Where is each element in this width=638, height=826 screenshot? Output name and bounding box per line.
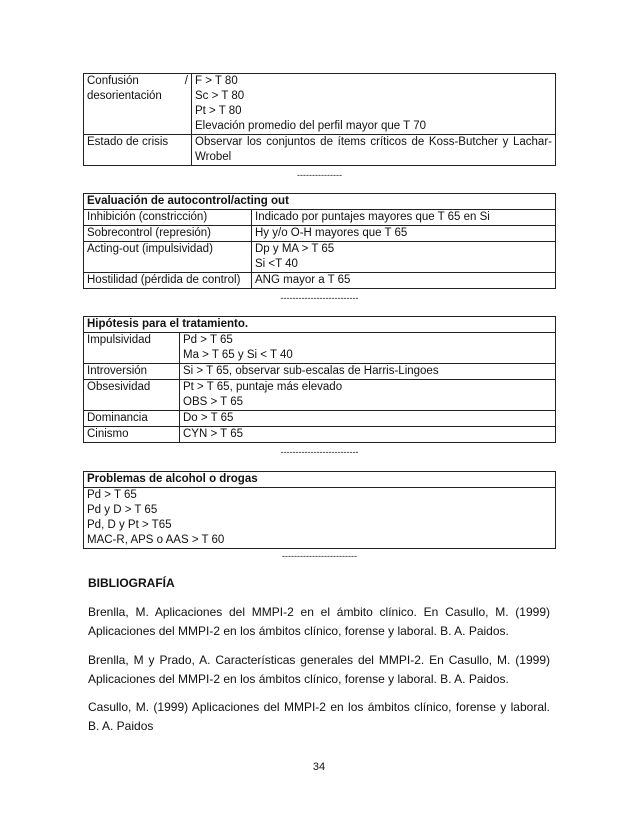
row-label: Estado de crisis (84, 135, 192, 166)
value-line: Si > T 65, observar sub-escalas de Harris-Lingoes (183, 365, 439, 377)
value-line: ANG mayor a T 65 (255, 274, 351, 286)
row-label: Obsesividad (84, 380, 180, 411)
value-line: Indicado por puntajes mayores que T 65 en Si (255, 211, 490, 223)
row-value (180, 427, 556, 443)
value-line: F > T 80 (195, 75, 238, 87)
table-tratamiento (83, 316, 556, 443)
table-title-row (84, 194, 556, 210)
row-label: Cinismo (84, 427, 180, 443)
table-crisis (83, 73, 556, 166)
row-value (192, 74, 556, 135)
row-value: Observar los conjuntos de ítems críticos de Koss-Butcher y Lachar-Wrobel (192, 135, 556, 166)
table-row (84, 380, 556, 411)
value-line: Hy y/o O-H mayores que T 65 (255, 227, 408, 239)
table-row (84, 488, 556, 549)
page-number: 34 (312, 761, 326, 773)
row-value (180, 411, 556, 427)
table-row (84, 273, 556, 289)
row-label: Dominancia (84, 411, 180, 427)
separator: -------------------------- (280, 293, 359, 303)
table-title-row (84, 317, 556, 333)
table-row (84, 364, 556, 380)
row-value (180, 364, 556, 380)
bibliography-entry: Brenlla, M. Aplicaciones del MMPI-2 en el ámbito clínico. En Casullo, M. (1999) Aplicaciones del MMPI-2 en los ámbitos clínico, forense y laboral. B. A. Paidos. (88, 605, 550, 638)
value-line: Do > T 65 (183, 412, 234, 424)
table-title: Evaluación de autocontrol/acting out (84, 194, 556, 210)
value-line: Pt > T 65, puntaje más elevado (183, 381, 343, 393)
value-line: Ma > T 65 y Si < T 40 (183, 349, 293, 361)
bibliography-entry: Brenlla, M y Prado, A. Características generales del MMPI-2. En Casullo, M. (1999) Aplicaciones del MMPI-2 en los ámbitos clínico, forense y laboral. B. A. Paidos. (88, 653, 550, 686)
value-line: MAC-R, APS o AAS > T 60 (87, 534, 225, 546)
table-row (84, 226, 556, 242)
table-title-row (84, 472, 556, 488)
value-line: Pt > T 80 (195, 105, 242, 117)
value-line: Dp y MA > T 65 (255, 243, 335, 255)
value-line: Pd > T 65 (87, 489, 137, 501)
value-line: Pd > T 65 (183, 334, 233, 346)
table-row (84, 427, 556, 443)
row-value (84, 488, 556, 549)
bibliography-title: BIBLIOGRAFÍA (88, 576, 175, 590)
table-row (84, 242, 556, 273)
row-label: Acting-out (impulsividad) (84, 242, 252, 273)
row-label: Hostilidad (pérdida de control) (84, 273, 252, 289)
value-line: Pd, D y Pt > T65 (87, 519, 172, 531)
separator: ------------------------- (282, 551, 357, 561)
value-line: OBS > T 65 (183, 396, 243, 408)
row-label: Impulsividad (84, 333, 180, 364)
value-line: Si <T 40 (255, 258, 298, 270)
table-autocontrol (83, 193, 556, 289)
separator: -------------------------- (280, 447, 359, 457)
row-label: Inhibición (constricción) (84, 210, 252, 226)
table-title: Problemas de alcohol o drogas (84, 472, 556, 488)
row-value (252, 210, 556, 226)
table-row (84, 411, 556, 427)
bibliography-entry: Casullo, M. (1999) Aplicaciones del MMPI-2 en los ámbitos clínico, forense y laboral. B. A. Paidos (88, 700, 550, 733)
value-line: Pd y D > T 65 (87, 504, 158, 516)
table-row (84, 74, 556, 135)
row-value (252, 273, 556, 289)
table-row (84, 135, 556, 166)
row-label: Introversión (84, 364, 180, 380)
row-value (180, 333, 556, 364)
row-value (252, 226, 556, 242)
row-value (252, 242, 556, 273)
table-alcohol-drogas (83, 471, 556, 549)
table-title: Hipótesis para el tratamiento. (84, 317, 556, 333)
row-label: Sobrecontrol (represión) (84, 226, 252, 242)
value-line: CYN > T 65 (183, 428, 243, 440)
value-line: Elevación promedio del perfil mayor que T 70 (195, 120, 426, 132)
row-value (180, 380, 556, 411)
row-label: Confusión / desorientación (84, 74, 192, 135)
separator: --------------- (297, 170, 342, 180)
table-row (84, 333, 556, 364)
table-row (84, 210, 556, 226)
value-line: Sc > T 80 (195, 90, 245, 102)
